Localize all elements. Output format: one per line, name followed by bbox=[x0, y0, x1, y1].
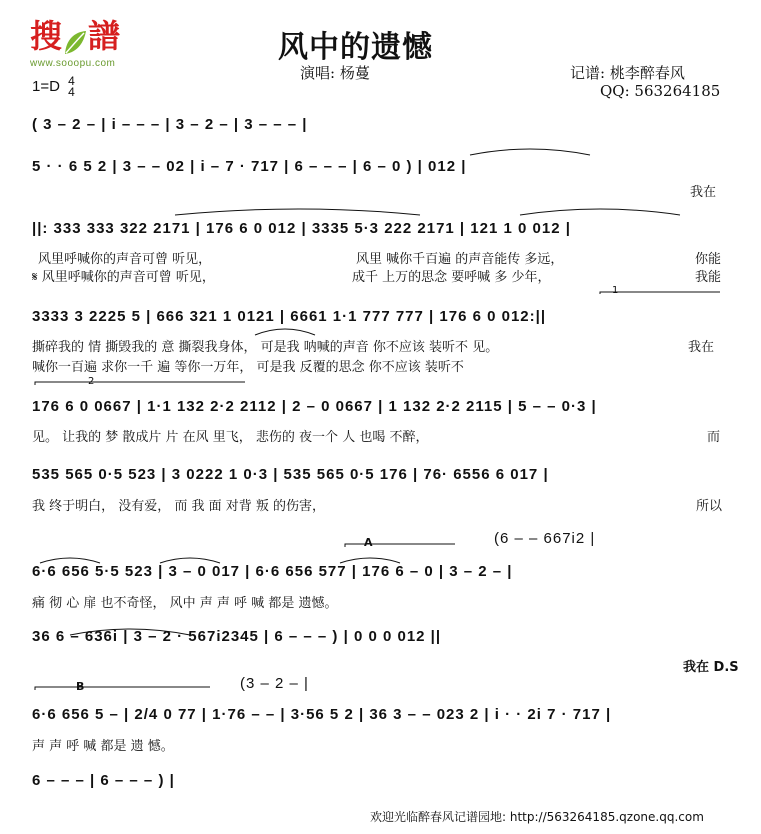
lyric-line-3-verse2-a: 𝄋 风里呼喊你的声音可曾 听见， bbox=[32, 270, 215, 285]
lyric-line-6-end: 所以 bbox=[696, 499, 723, 514]
score-line-4: 3333 3 2225 5 | 666 321 1 0121 | 6661 1·1 777 777 | 176 6 0 012:|| bbox=[32, 308, 547, 325]
score-line-7-pickup: (6 – – 667i2 | bbox=[494, 530, 596, 547]
lyric-line-3-verse2-c: 我能 bbox=[695, 270, 722, 285]
section-mark-a: A bbox=[364, 536, 373, 549]
lyric-line-4-verse1-end: 我在 bbox=[688, 340, 715, 355]
logo-url: www.sooopu.com bbox=[30, 57, 116, 69]
lyric-line-3-verse1-c: 你能 bbox=[695, 252, 722, 267]
score-line-9: 6·6 656 5 – | 2/4 0 77 | 1·76 – – | 3·56 5 2 | 36 3 – – 023 2 | i · · 2i 7 · 717 | bbox=[32, 706, 612, 723]
score-line-5: 176 6 0 0667 | 1·1 132 2·2 2112 | 2 – 0 0667 | 1 132 2·2 2115 | 5 – – 0·3 | bbox=[32, 398, 597, 415]
score-line-8: 36 6 – 636i | 3 – 2 · 567i2345 | 6 – – – ) | 0 0 0 012 || bbox=[32, 628, 442, 645]
volta-2-mark: 2 bbox=[88, 376, 95, 387]
qq-number: QQ: 563264185 bbox=[600, 82, 721, 100]
logo-char-left: 搜 bbox=[30, 17, 63, 55]
key-text: 1=D bbox=[32, 77, 60, 95]
lyric-line-2: 我在 bbox=[690, 185, 717, 200]
score-line-9-pickup: (3 – 2 – | bbox=[240, 675, 309, 692]
recorder-credit: 记谱: 桃李醉春风 bbox=[570, 64, 685, 82]
lyric-line-6: 我 终于明白， 没有爱， 而 我 面 对背 叛 的伤害， bbox=[32, 499, 326, 514]
lyric-line-3-verse1-b: 风里 喊你千百遍 的声音能传 多远， bbox=[356, 252, 564, 267]
volta-1-mark: 1 bbox=[612, 285, 619, 296]
score-line-10: 6 – – – | 6 – – – ) | bbox=[32, 772, 175, 789]
score-line-7: 6·6 656 5·5 523 | 3 – 0 017 | 6·6 656 577 | 176 6 – 0 | 3 – 2 – | bbox=[32, 563, 513, 580]
score-line-2: 5 · · 6 5 2 | 3 – – 02 | i – 7 · 717 | 6 – – – | 6 – 0 ) | 012 | bbox=[32, 158, 467, 175]
lyric-line-8-ds: 我在 D.S bbox=[683, 660, 739, 675]
lyric-line-3-verse2-b: 成千 上万的思念 要呼喊 多 少年， bbox=[352, 270, 551, 285]
lyric-line-4-verse2: 喊你一百遍 求你一千 遍 等你一万年， 可是我 反覆的思念 你不应该 装听不 bbox=[32, 360, 464, 375]
score-line-6: 535 565 0·5 523 | 3 0222 1 0·3 | 535 565 0·5 176 | 76· 6556 6 017 | bbox=[32, 466, 549, 483]
lyric-line-3-verse1-a: 风里呼喊你的声音可曾 听见， bbox=[38, 252, 212, 267]
lyric-line-9: 声 声 呼 喊 都是 遗 憾。 bbox=[32, 739, 174, 754]
lyric-line-4-verse1: 撕碎我的 情 撕毁我的 意 撕裂我身体， 可是我 呐喊的声音 你不应该 装听不 见。 bbox=[32, 340, 499, 355]
singer-credit: 演唱: 杨蔓 bbox=[300, 64, 370, 82]
section-mark-b: B bbox=[76, 680, 85, 693]
score-line-1: ( 3 – 2 – | i – – – | 3 – 2 – | 3 – – – | bbox=[32, 116, 308, 133]
lyric-line-5-end: 而 bbox=[707, 430, 721, 445]
score-line-3: ||: 333 333 322 2171 | 176 6 0 012 | 3335 5·3 222 2171 | 121 1 0 012 | bbox=[32, 220, 571, 237]
song-title: 风中的遗憾 bbox=[278, 30, 433, 65]
lyric-line-5: 见。 让我的 梦 散成片 片 在风 里飞， 悲伤的 夜一个 人 也喝 不醉， bbox=[32, 430, 429, 445]
time-top: 4 bbox=[68, 74, 75, 88]
logo-char-right: 譜 bbox=[88, 17, 121, 55]
footer-link[interactable]: 欢迎光临醉春风记谱园地: http://563264185.qzone.qq.com bbox=[370, 810, 704, 824]
time-bottom: 4 bbox=[68, 85, 75, 99]
lyric-line-7: 痛 彻 心 扉 也不奇怪， 风中 声 声 呼 喊 都是 遗憾。 bbox=[32, 596, 338, 611]
